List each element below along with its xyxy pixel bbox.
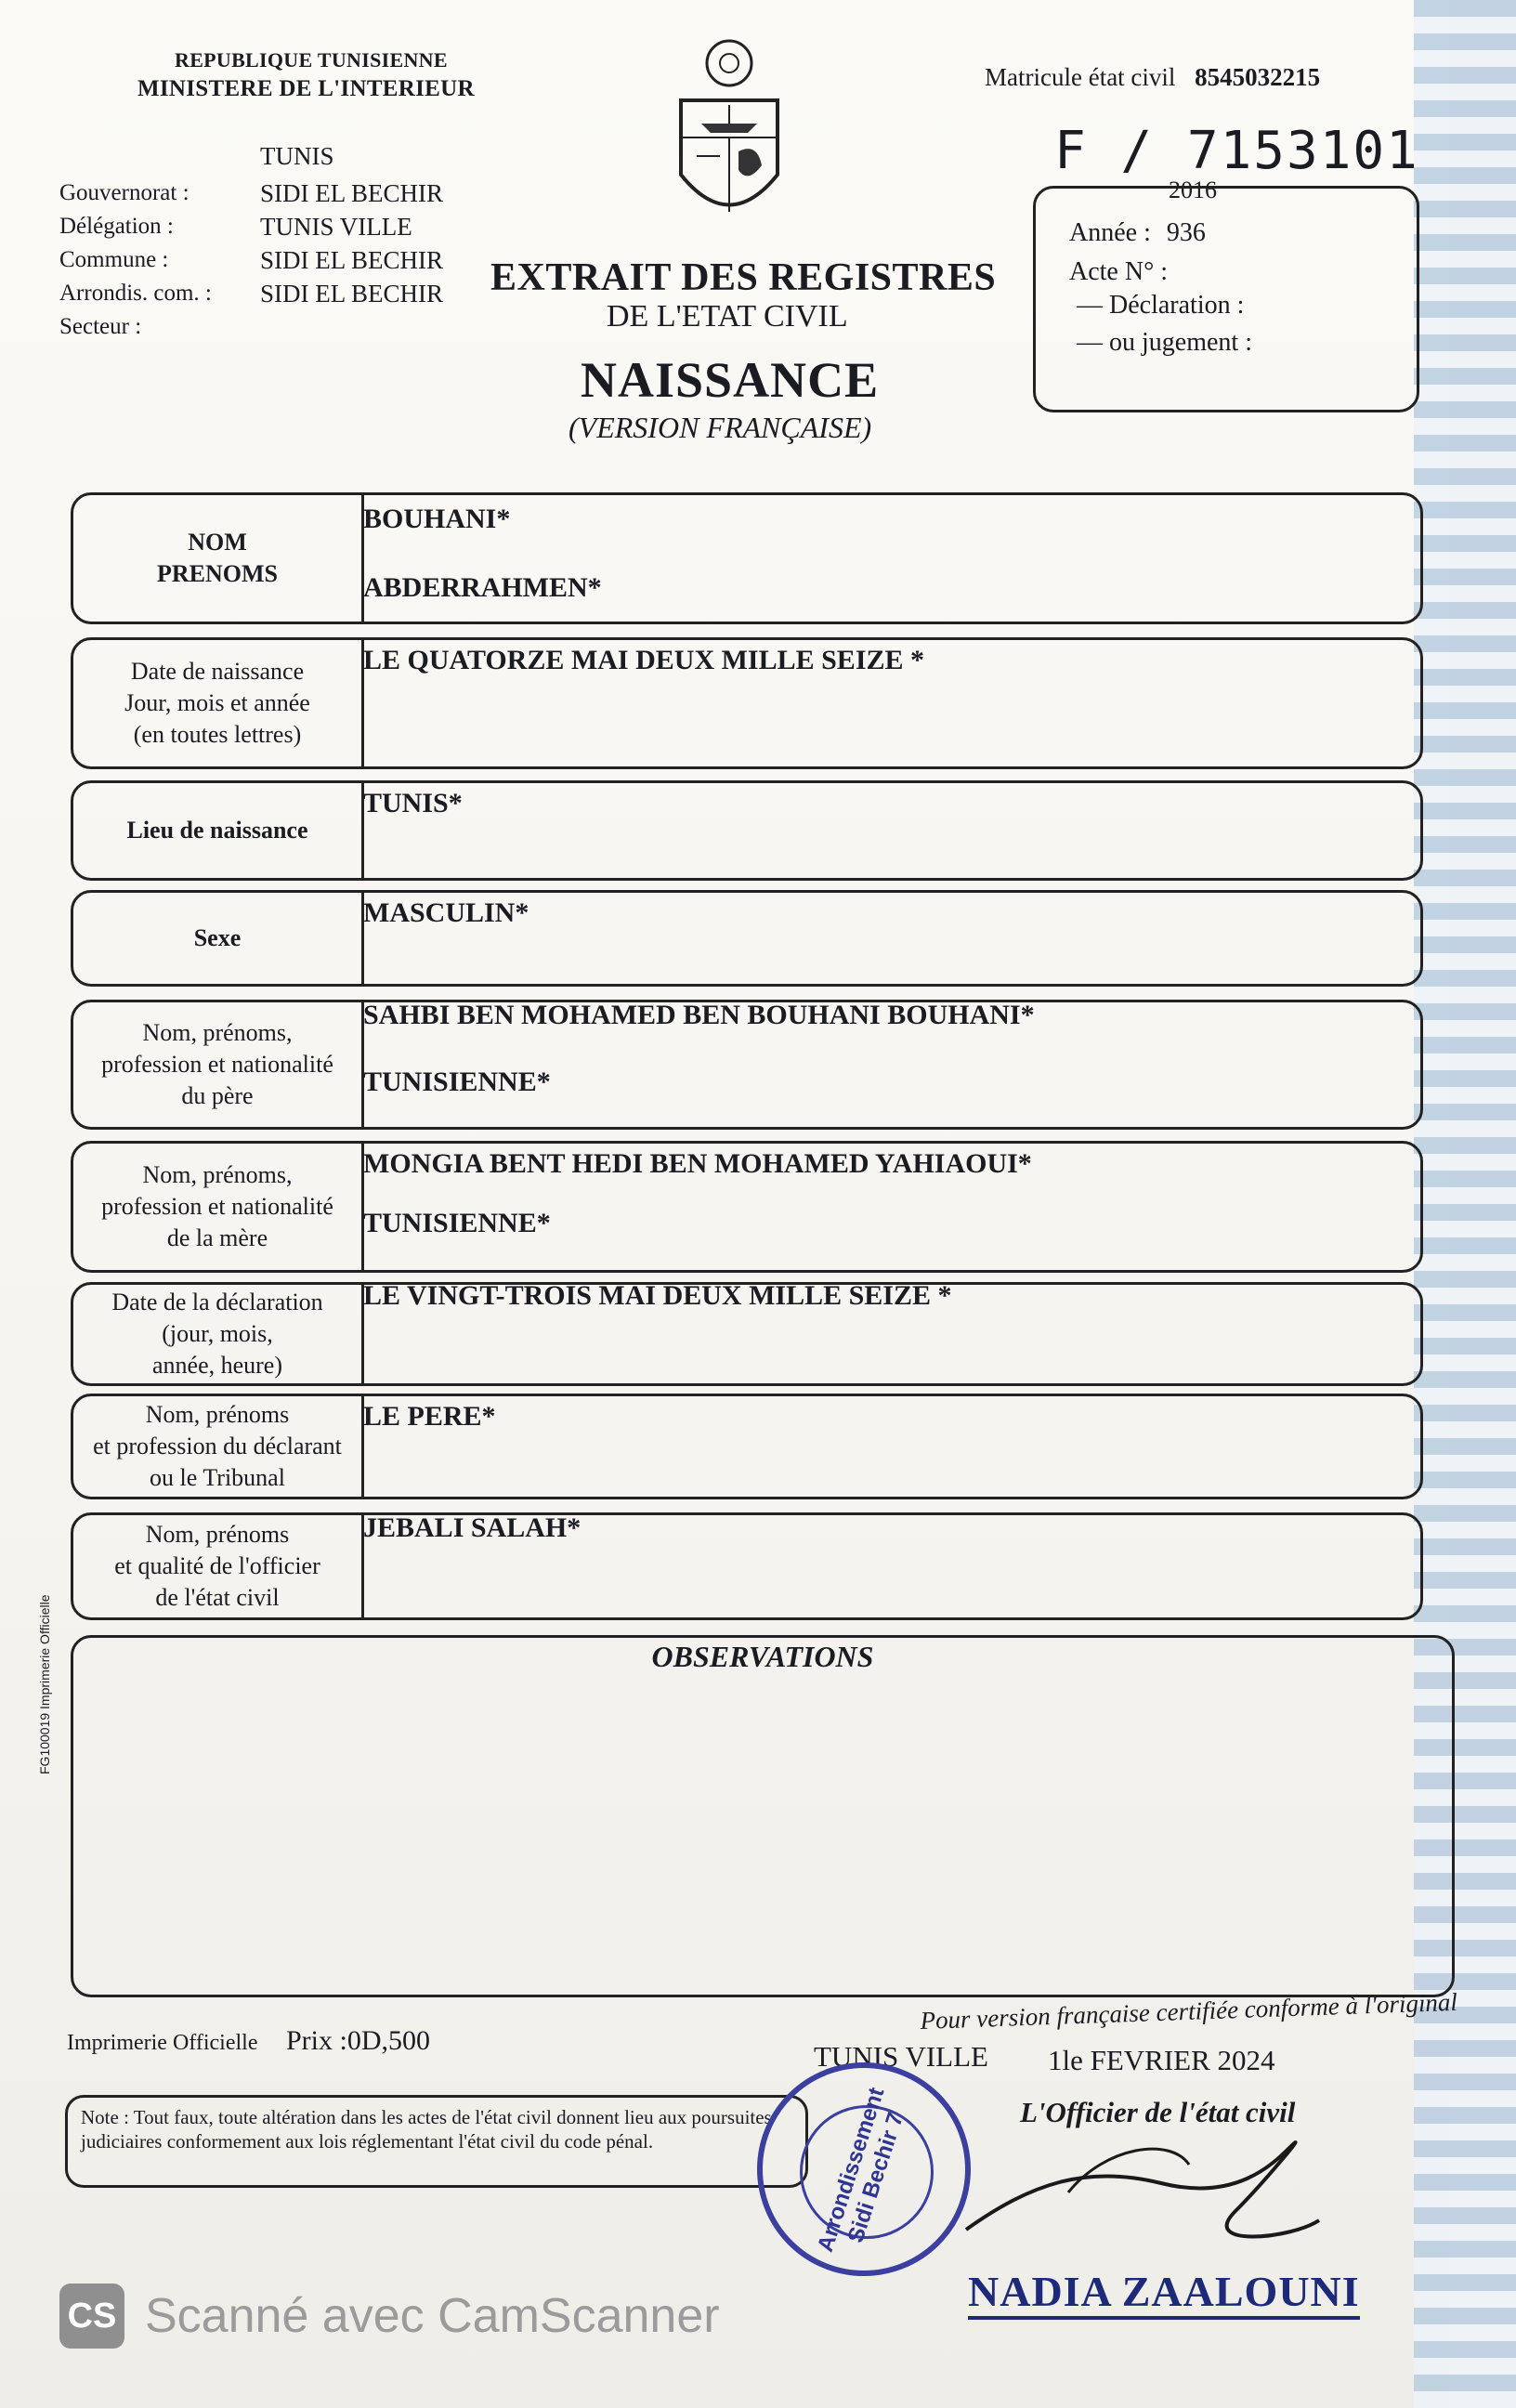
row-lieu-naissance bbox=[71, 780, 1423, 881]
title-version: (VERSION FRANÇAISE) bbox=[568, 411, 872, 444]
date-declaration-value: LE VINGT-TROIS MAI DEUX MILLE SEIZE * bbox=[363, 1280, 952, 1311]
row-label: Sexe bbox=[73, 893, 364, 984]
declarant-value: LE PERE* bbox=[363, 1401, 496, 1432]
title-naissance: NAISSANCE bbox=[581, 352, 880, 408]
jugement-label: — ou jugement : bbox=[1077, 328, 1252, 357]
row-officier bbox=[71, 1512, 1423, 1620]
row-label: Nom, prénoms et profession du déclarant ou le Tribunal bbox=[73, 1396, 364, 1497]
commune-value: TUNIS VILLE bbox=[260, 213, 412, 241]
row-date-naissance bbox=[71, 637, 1423, 769]
prenoms-value: ABDERRAHMEN* bbox=[363, 572, 602, 603]
officier-title: L'Officier de l'état civil bbox=[1020, 2096, 1296, 2128]
note-box: Note : Tout faux, toute altération dans les actes de l'état civil donnent lieu aux poursuites judiciaires conformement aux lois réglementant l'état civil du code pénal. bbox=[65, 2095, 808, 2188]
row-label: Nom, prénoms, profession et nationalité du père bbox=[73, 1002, 364, 1127]
matricule-label: Matricule état civil bbox=[985, 63, 1176, 91]
secteur-value: SIDI EL BECHIR bbox=[260, 280, 443, 308]
row-label: NOM PRENOMS bbox=[73, 495, 364, 622]
camscanner-text: Scanné avec CamScanner bbox=[145, 2289, 720, 2343]
delegation-label: Délégation : bbox=[59, 214, 174, 239]
row-declarant bbox=[71, 1394, 1423, 1499]
coat-of-arms-icon bbox=[664, 35, 794, 240]
row-label: Date de naissance Jour, mois et année (en toutes lettres) bbox=[73, 640, 364, 766]
secteur-label: Secteur : bbox=[59, 314, 142, 339]
row-label: Date de la déclaration (jour, mois, année, heure) bbox=[73, 1285, 364, 1383]
official-stamp bbox=[757, 2062, 971, 2276]
gouvernorat-value: TUNIS bbox=[260, 142, 334, 170]
annee-label: Année : bbox=[1069, 218, 1151, 247]
date-naissance-value: LE QUATORZE MAI DEUX MILLE SEIZE * bbox=[363, 645, 925, 675]
stamp-text: Arrondissement Sidi Bechir 7 bbox=[812, 2084, 909, 2256]
title-etat-civil: DE L'ETAT CIVIL bbox=[607, 299, 848, 334]
matricule-value: 8545032215 bbox=[1195, 63, 1321, 91]
mere-nationalite-value: TUNISIENNE* bbox=[363, 1208, 551, 1238]
vertical-print: FG100019 Imprimerie Officielle bbox=[37, 1594, 52, 1774]
title-extrait: EXTRAIT DES REGISTRES bbox=[490, 256, 997, 299]
row-nom-prenoms bbox=[71, 492, 1423, 624]
pere-nationalite-value: TUNISIENNE* bbox=[363, 1067, 551, 1097]
form-number: F / 7153101 bbox=[1054, 121, 1419, 181]
admin-labels bbox=[59, 177, 212, 344]
mere-name-value: MONGIA BENT HEDI BEN MOHAMED YAHIAOUI* bbox=[363, 1148, 1032, 1179]
date-signature: 1le FEVRIER 2024 bbox=[1048, 2044, 1275, 2076]
observations-title: OBSERVATIONS bbox=[651, 1640, 874, 1673]
camscanner-logo-icon: CS bbox=[59, 2284, 124, 2349]
row-mere bbox=[71, 1141, 1423, 1273]
delegation-value: SIDI EL BECHIR bbox=[260, 179, 443, 207]
imprimerie: Imprimerie Officielle bbox=[67, 2031, 258, 2055]
commune-label: Commune : bbox=[59, 247, 169, 272]
row-label: Nom, prénoms, profession et nationalité de la mère bbox=[73, 1144, 364, 1270]
nom-value: BOUHANI* bbox=[363, 504, 511, 534]
sexe-value: MASCULIN* bbox=[363, 897, 529, 928]
row-label: Nom, prénoms et qualité de l'officier de l'état civil bbox=[73, 1515, 364, 1617]
ministere-text: MINISTERE DE L'INTERIEUR bbox=[137, 76, 475, 101]
decorative-border bbox=[1414, 0, 1516, 2408]
officier-value: JEBALI SALAH* bbox=[363, 1512, 582, 1543]
camscanner-watermark bbox=[59, 2284, 720, 2349]
annee-line bbox=[1069, 218, 1206, 248]
row-pere bbox=[71, 1000, 1423, 1130]
republique-text: REPUBLIQUE TUNISIENNE bbox=[175, 48, 448, 72]
lieu-signature: TUNIS VILLE bbox=[814, 2040, 988, 2073]
annee-value: 936 bbox=[1166, 218, 1206, 247]
signature-scribble-icon bbox=[957, 2127, 1328, 2258]
acte-box bbox=[1033, 186, 1419, 412]
row-label: Lieu de naissance bbox=[73, 783, 364, 878]
row-sexe bbox=[71, 890, 1423, 987]
acte-year: 2016 bbox=[1169, 177, 1217, 203]
matricule bbox=[985, 63, 1320, 92]
prix: Prix :0D,500 bbox=[286, 2025, 431, 2056]
signature-name: NADIA ZAALOUNI bbox=[968, 2267, 1360, 2320]
certifiee-text: Pour version française certifiée conforme à l'original bbox=[920, 1987, 1458, 2035]
gouvernorat-label: Gouvernorat : bbox=[59, 180, 190, 205]
pere-name-value: SAHBI BEN MOHAMED BEN BOUHANI BOUHANI* bbox=[363, 1000, 1035, 1030]
arrondis-label: Arrondis. com. : bbox=[59, 281, 212, 306]
observations-box bbox=[71, 1635, 1455, 1997]
arrondis-value: SIDI EL BECHIR bbox=[260, 246, 443, 274]
row-date-declaration bbox=[71, 1282, 1423, 1386]
lieu-naissance-value: TUNIS* bbox=[363, 788, 463, 818]
admin-values bbox=[260, 139, 443, 310]
acte-label: Acte N° : bbox=[1069, 257, 1169, 286]
declaration-label: — Déclaration : bbox=[1077, 291, 1245, 320]
